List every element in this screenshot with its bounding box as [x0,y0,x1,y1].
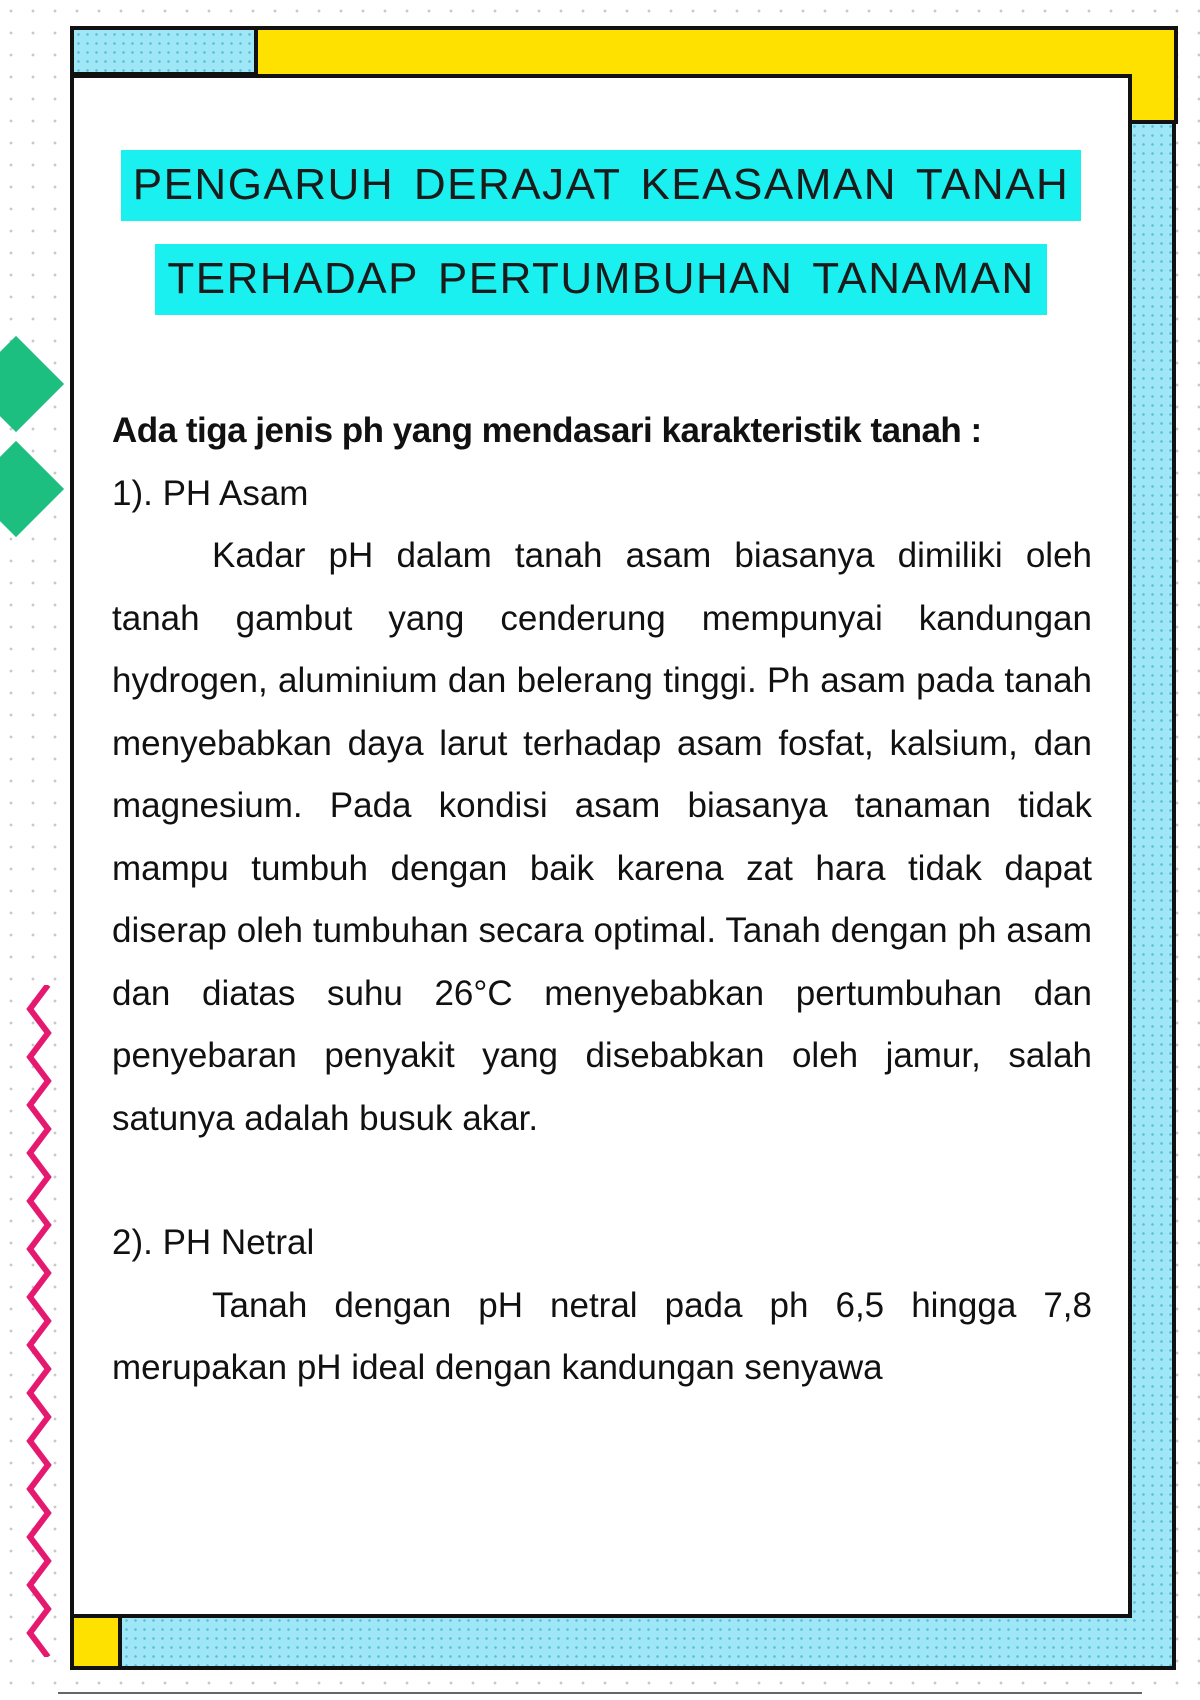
yellow-corner-block [70,1614,122,1670]
section-heading-netral: 2). PH Netral [112,1223,315,1262]
green-diamond-decoration [0,336,64,432]
paragraph-spacer [112,1150,1092,1212]
document-body [112,400,1092,1400]
title-line-2-wrap [74,244,1128,315]
page-title-line-1: PENGARUH DERAJAT KEASAMAN TANAH [121,150,1082,221]
title-line-1-wrap [74,150,1128,221]
page-title-line-2: TERHADAP PERTUMBUHAN TANAMAN [155,244,1046,315]
intro-text: Ada tiga jenis ph yang mendasari karakteristik tanah : [112,411,982,450]
green-diamond-decoration [0,441,64,537]
section-heading-asam: 1). PH Asam [112,473,309,513]
section-text-netral: Tanah dengan pH netral pada ph 6,5 hingga 7,8 merupakan pH ideal dengan kandungan senyawa [112,1285,1092,1387]
bottom-divider [58,1692,1142,1694]
pink-zigzag-decoration [26,985,52,1657]
cyan-dotted-corner-block [70,26,258,76]
document-page [70,74,1132,1618]
section-text-asam: Kadar pH dalam tanah asam biasanya dimiliki oleh tanah gambut yang cenderung mempunyai kandungan hydrogen, aluminium dan belerang tinggi. Ph asam pada tanah menyebabkan daya larut terhadap asam fosfat, kalsium, dan magnesium. Pada kondisi asam biasanya tanaman tidak mampu tumbuh dengan baik karena zat hara tidak dapat diserap oleh tumbuhan secara optimal. Tanah dengan ph asam dan diatas suhu 26°C menyebabkan pertumbuhan dan penyebaran penyakit yang disebabkan oleh jamur, salah satunya adalah busuk akar. [112,536,1092,1138]
